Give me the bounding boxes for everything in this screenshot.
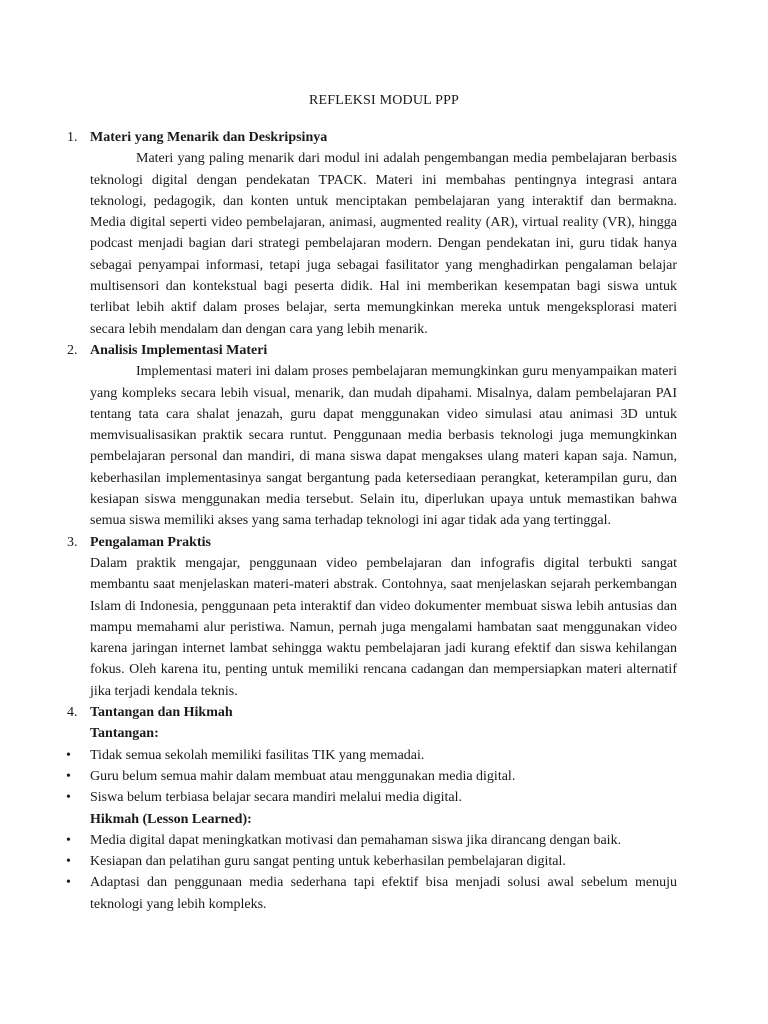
section-number: 3. [67, 534, 78, 550]
section-2 [67, 340, 677, 532]
section-number: 2. [67, 342, 78, 358]
section-paragraph: Materi yang paling menarik dari modul ini adalah pengembangan media pembelajaran berbasis teknologi digital dengan pendekatan TPACK. Materi ini membahas pentingnya integrasi antara teknologi, pedagogik, dan konten untuk menciptakan pembelajaran yang interaktif dan bermakna. Media digital seperti video pembelajaran, animasi, augmented reality (AR), virtual reality (VR), hingga podcast menjadi bagian dari strategi pembelajaran modern. Dengan pendekatan ini, guru tidak hanya sebagai penyampai informasi, tetapi juga sebagai fasilitator yang menghadirkan pengalaman belajar multisensori dan kontekstual bagi peserta didik. Hal ini memberikan kesempatan bagi siswa untuk terlibat lebih aktif dalam proses belajar, serta memungkinkan mereka untuk mengeksplorasi materi secara lebih mendalam dan dengan cara yang lebih menarik. [90, 151, 677, 337]
section-3 [67, 532, 677, 702]
list-item-text: Media digital dapat meningkatkan motivasi dan pemahaman siswa jika dirancang dengan baik. [90, 832, 622, 848]
list-item [66, 766, 677, 787]
list-item-text: Adaptasi dan penggunaan media sederhana tapi efektif bisa menjadi solusi awal sebelum menuju teknologi yang lebih kompleks. [90, 875, 677, 912]
lessons-list [66, 830, 677, 915]
list-item [66, 787, 677, 808]
section-heading: Pengalaman Praktis [90, 534, 211, 550]
list-item [66, 830, 677, 851]
bullet-icon: • [66, 747, 71, 763]
lessons-heading: Hikmah (Lesson Learned): [90, 811, 252, 827]
section-heading: Tantangan dan Hikmah [90, 705, 233, 721]
document-body [66, 127, 677, 915]
bullet-icon: • [66, 854, 71, 870]
section-paragraph: Dalam praktik mengajar, penggunaan video pembelajaran dan infografis digital terbukti sangat membantu saat menjelaskan materi-materi abstrak. Contohnya, saat menjelaskan sejarah perkembangan Islam di Indonesia, penggunaan peta interaktif dan video dokumenter membuat siswa lebih antusias dan mampu memahami alur peristiwa. Namun, pernah juga mengalami hambatan saat menggunakan video karena jaringan internet lambat sehingga waktu pembelajaran jadi kurang efektif dan siswa kehilangan fokus. Oleh karena itu, penting untuk memiliki rencana cadangan dan mempersiapkan materi alternatif jika terjadi kendala teknis. [90, 555, 677, 699]
bullet-icon: • [66, 875, 71, 891]
list-item [66, 872, 677, 915]
section-number: 4. [67, 705, 78, 721]
challenges-heading: Tantangan: [90, 726, 159, 742]
section-heading: Analisis Implementasi Materi [90, 342, 268, 358]
list-item-text: Guru belum semua mahir dalam membuat atau menggunakan media digital. [90, 768, 516, 784]
document-title: REFLEKSI MODUL PPP [308, 93, 460, 108]
section-4 [66, 702, 677, 915]
section-heading: Materi yang Menarik dan Deskripsinya [90, 130, 328, 145]
section-1 [67, 127, 677, 340]
list-item-text: Siswa belum terbiasa belajar secara mandiri melalui media digital. [90, 790, 463, 806]
section-number: 1. [67, 130, 78, 145]
bullet-icon: • [66, 768, 71, 784]
challenges-list [66, 745, 677, 809]
list-item [66, 851, 677, 872]
bullet-icon: • [66, 790, 71, 806]
list-item [66, 745, 677, 766]
list-item-text: Kesiapan dan pelatihan guru sangat penting untuk keberhasilan pembelajaran digital. [90, 854, 566, 870]
bullet-icon: • [66, 832, 71, 848]
list-item-text: Tidak semua sekolah memiliki fasilitas TIK yang memadai. [90, 747, 425, 763]
section-paragraph: Implementasi materi ini dalam proses pembelajaran memungkinkan guru menyampaikan materi yang kompleks secara lebih visual, menarik, dan mudah dipahami. Misalnya, dalam pembelajaran PAI tentang tata cara shalat jenazah, guru dapat menggunakan video simulasi atau animasi 3D untuk memvisualisasikan praktik secara runtut. Penggunaan media berbasis teknologi juga memungkinkan pembelajaran personal dan mandiri, di mana siswa dapat mengakses ulang materi kapan saja. Namun, keberhasilan implementasinya sangat bergantung pada ketersediaan perangkat, keterampilan guru, dan kesiapan siswa menggunakan media tersebut. Selain itu, diperlukan upaya untuk memastikan bahwa semua siswa memiliki akses yang sama terhadap teknologi ini agar tidak ada yang tertinggal. [90, 364, 677, 529]
